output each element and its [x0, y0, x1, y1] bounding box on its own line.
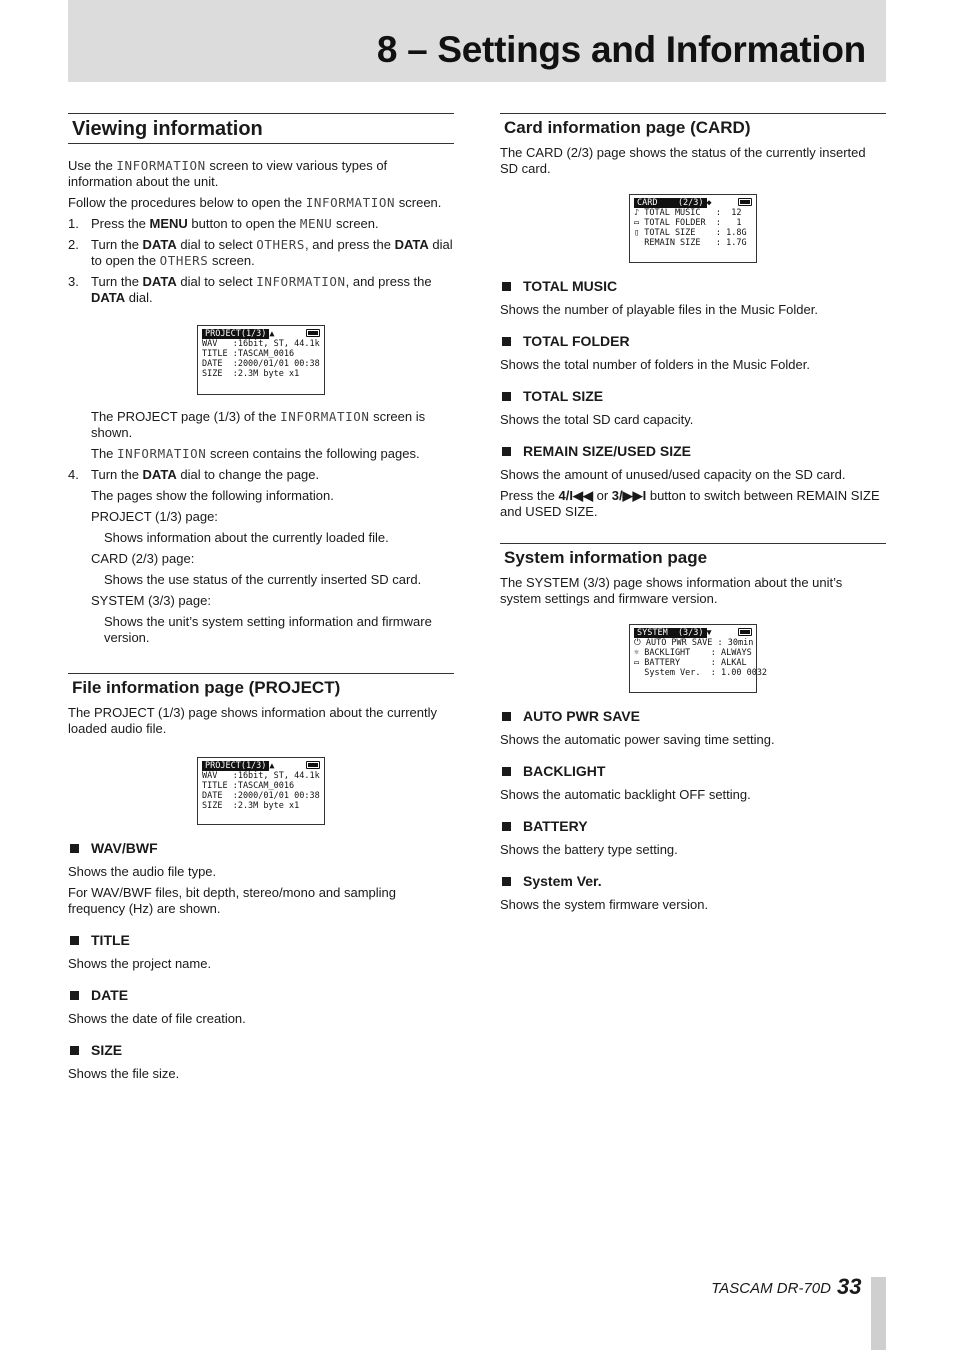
- left-column: [68, 113, 454, 1087]
- subheading-battery: BATTERY: [500, 817, 886, 835]
- section-heading-system: System information page: [500, 543, 886, 568]
- section-heading-viewing: Viewing information: [68, 113, 454, 144]
- subheading-total-folder: TOTAL FOLDER: [500, 332, 886, 350]
- footer-model: TASCAM DR-70D: [711, 1280, 831, 1297]
- paragraph-remain-1: Shows the amount of unused/used capacity on the SD card.: [500, 467, 846, 482]
- label-card-page: CARD (2/3) page:: [91, 551, 195, 566]
- paragraph-size: Shows the file size.: [68, 1066, 180, 1081]
- paragraph-contains: The INFORMATION screen contains the following pages.: [91, 446, 420, 461]
- paragraph-auto-pwr-save: Shows the automatic power saving time setting.: [500, 732, 775, 747]
- label-system-page: SYSTEM (3/3) page:: [91, 593, 211, 608]
- battery-icon: [738, 628, 752, 636]
- desc-card-page: Shows the use status of the currently inserted SD card.: [104, 572, 422, 587]
- page-title: 8 – Settings and Information: [376, 29, 866, 70]
- desc-project-page: Shows information about the currently loaded file.: [104, 530, 389, 545]
- paragraph-system-intro: The SYSTEM (3/3) page shows information about the unit’s system settings and firmware version.: [500, 575, 843, 606]
- paragraph-follow: Follow the procedures below to open the INFORMATION screen.: [68, 195, 442, 210]
- paragraph-intro: Use the INFORMATION screen to view various types of information about the unit.: [68, 158, 388, 189]
- paragraph-wav-1: Shows the audio file type.: [68, 864, 217, 879]
- right-column: [500, 113, 886, 918]
- battery-icon: [738, 198, 752, 206]
- lcd-screenshot-card: CARD (2/3) ◆ ♪ TOTAL MUSIC : 12 ▭ TOTAL FOLDER : 1 ▯ TOTAL SIZE : 1.8G REMAIN SIZE : 1.7G: [629, 194, 757, 263]
- subheading-remain-size: REMAIN SIZE/USED SIZE: [500, 442, 886, 460]
- paragraph-project-shown: The PROJECT page (1/3) of the INFORMATION screen is shown.: [91, 409, 426, 440]
- step-3: 3. Turn the DATA dial to select INFORMATION, and press the DATA dial.: [68, 274, 432, 305]
- label-project-page: PROJECT (1/3) page:: [91, 509, 218, 524]
- subheading-total-size: TOTAL SIZE: [500, 387, 886, 405]
- subheading-backlight: BACKLIGHT: [500, 762, 886, 780]
- desc-system-page: Shows the unit’s system setting information and firmware version.: [104, 614, 432, 645]
- step-2: 2. Turn the DATA dial to select OTHERS, and press the DATA dial to open the OTHERS screen.: [68, 237, 453, 268]
- subheading-total-music: TOTAL MUSIC: [500, 277, 886, 295]
- lcd-screenshot-project: PROJECT(1/3) ▲ WAV :16bit, ST, 44.1k TITLE :TASCAM_0016 DATE :2000/01/01 00:38 SIZE :2.3M byte x1: [197, 325, 325, 395]
- paragraph-card-intro: The CARD (2/3) page shows the status of the currently inserted SD card.: [500, 145, 866, 176]
- paragraph-backlight: Shows the automatic backlight OFF setting.: [500, 787, 751, 802]
- footer-band: [871, 1277, 886, 1350]
- paragraph-title: Shows the project name.: [68, 956, 212, 971]
- paragraph-system-ver: Shows the system firmware version.: [500, 897, 709, 912]
- subheading-wav-bwf: WAV/BWF: [68, 839, 454, 857]
- paragraph-pages-show: The pages show the following information.: [91, 488, 334, 503]
- step-1: 1. Press the MENU button to open the MENU screen.: [68, 216, 379, 231]
- paragraph-total-size: Shows the total SD card capacity.: [500, 412, 694, 427]
- paragraph-wav-2: For WAV/BWF files, bit depth, stereo/mono and sampling frequency (Hz) are shown.: [68, 885, 397, 916]
- section-heading-file-info: File information page (PROJECT): [68, 673, 454, 698]
- subheading-date: DATE: [68, 986, 454, 1004]
- subheading-title: TITLE: [68, 931, 454, 949]
- battery-icon: [306, 761, 320, 769]
- lcd-screenshot-project-2: PROJECT(1/3) ▲ WAV :16bit, ST, 44.1k TITLE :TASCAM_0016 DATE :2000/01/01 00:38 SIZE :2.3M byte x1: [197, 757, 325, 825]
- paragraph-file-intro: The PROJECT (1/3) page shows information about the currently loaded audio file.: [68, 705, 437, 736]
- subheading-size: SIZE: [68, 1041, 454, 1059]
- paragraph-date: Shows the date of file creation.: [68, 1011, 246, 1026]
- paragraph-battery: Shows the battery type setting.: [500, 842, 678, 857]
- paragraph-remain-2: Press the 4/I◀◀ or 3/▶▶I button to switch between REMAIN SIZE and USED SIZE.: [500, 488, 880, 519]
- paragraph-total-folder: Shows the total number of folders in the Music Folder.: [500, 357, 810, 372]
- page-number: 33: [837, 1274, 862, 1299]
- section-heading-card: Card information page (CARD): [500, 113, 886, 138]
- paragraph-total-music: Shows the number of playable files in the Music Folder.: [500, 302, 818, 317]
- lcd-screenshot-system: SYSTEM (3/3) ▼ ⏻ AUTO PWR SAVE : 30min ☼ BACKLIGHT : ALWAYS ▭ BATTERY : ALKAL System Ver. : 1.00 0032: [629, 624, 757, 693]
- step-4: 4. Turn the DATA dial to change the page.: [68, 467, 320, 482]
- subheading-auto-pwr-save: AUTO PWR SAVE: [500, 707, 886, 725]
- header-band: [68, 0, 886, 82]
- battery-icon: [306, 329, 320, 337]
- subheading-system-ver: System Ver.: [500, 872, 886, 890]
